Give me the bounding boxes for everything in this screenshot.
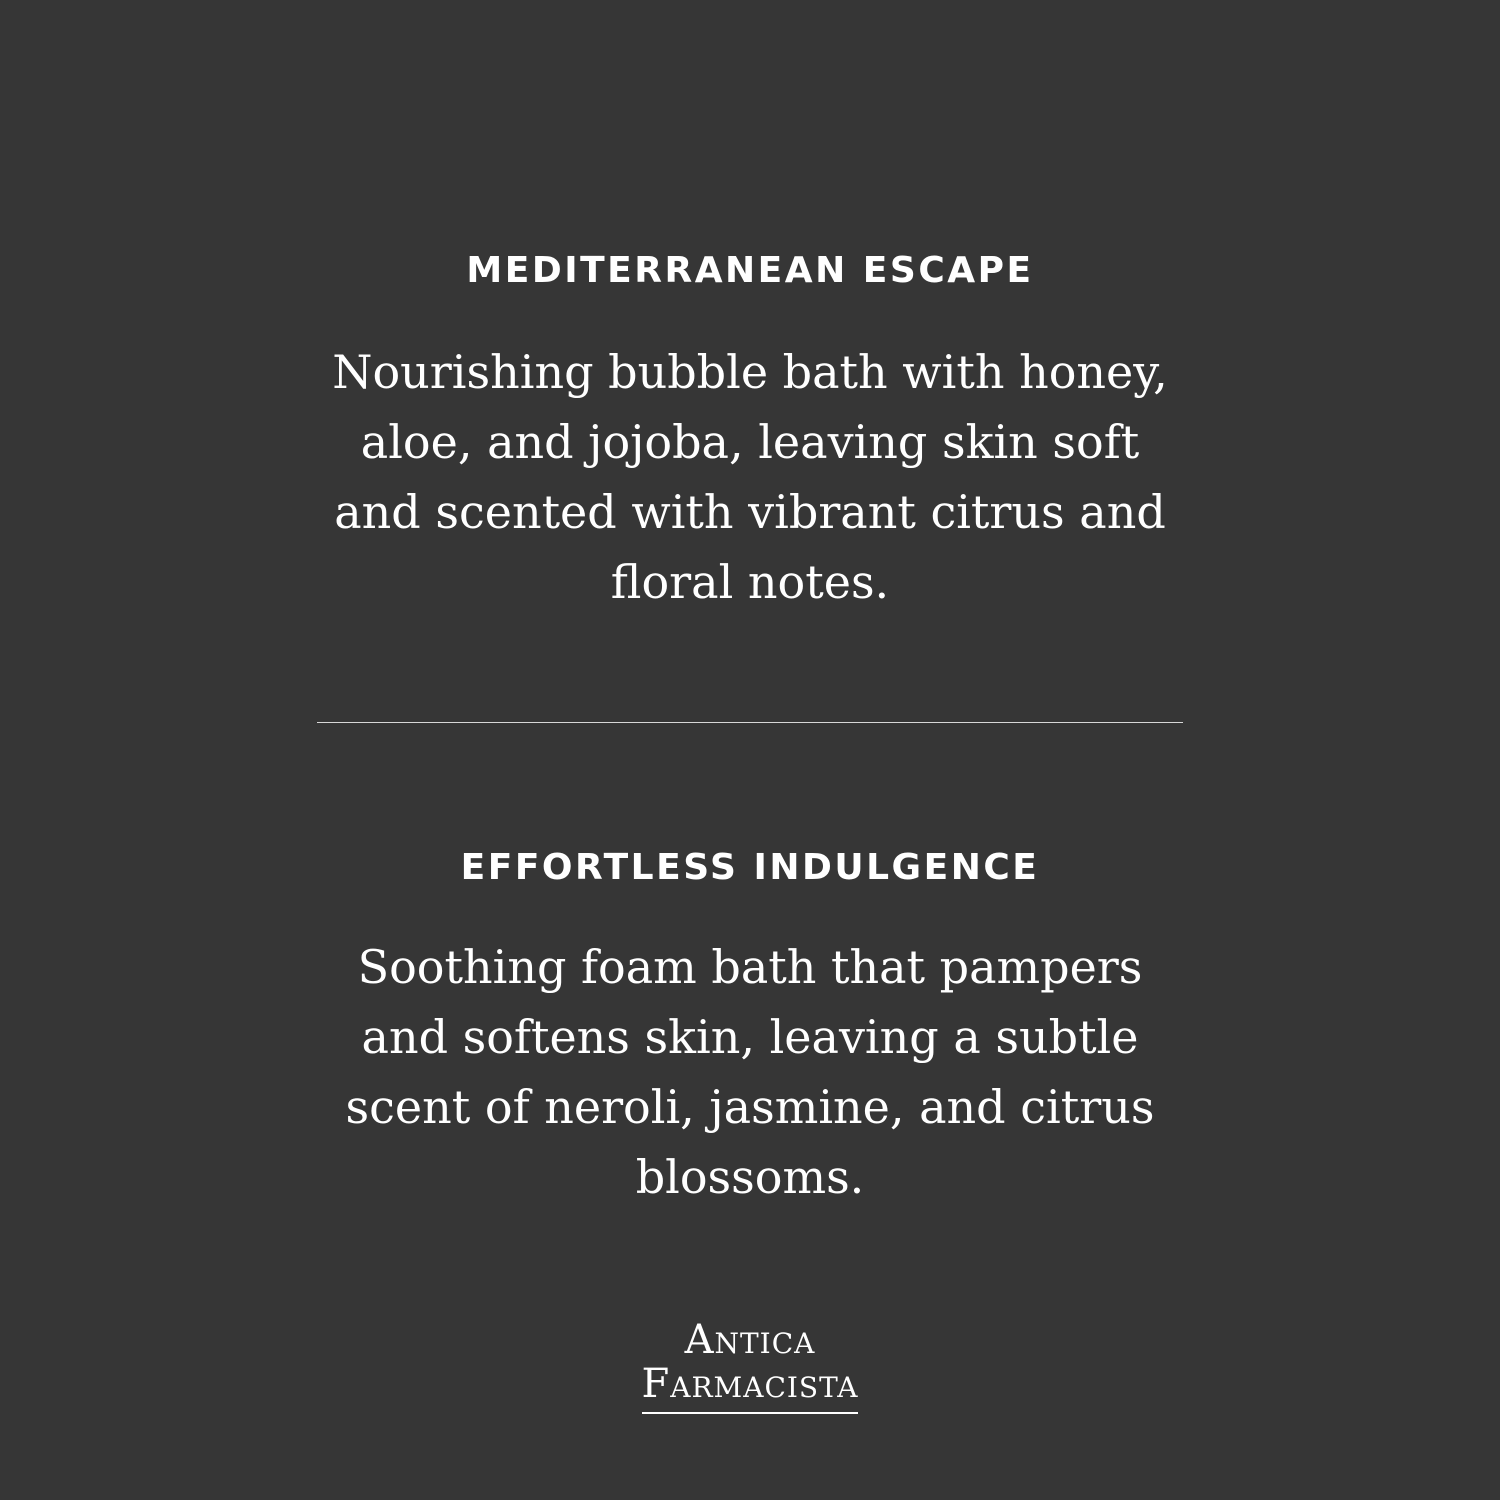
section-heading: EFFORTLESS INDULGENCE (460, 847, 1040, 888)
section-description: Soothing foam bath that pampers and softens skin, leaving a subtle scent of neroli, jasmine, and citrus blossoms. (345, 940, 1155, 1204)
section-mediterranean-escape (0, 249, 1500, 617)
brand-logo (0, 1318, 1500, 1414)
section-description: Nourishing bubble bath with honey, aloe, and jojoba, leaving skin soft and scented with vibrant citrus and floral notes. (332, 345, 1168, 609)
section-effortless-indulgence (0, 846, 1500, 1212)
brand-wordmark (642, 1318, 859, 1414)
section-divider (317, 722, 1183, 723)
section-heading: MEDITERRANEAN ESCAPE (466, 250, 1034, 291)
brand-name-line-2: Farmacista (641, 1361, 859, 1407)
brand-name-line-1: Antica (684, 1317, 816, 1363)
